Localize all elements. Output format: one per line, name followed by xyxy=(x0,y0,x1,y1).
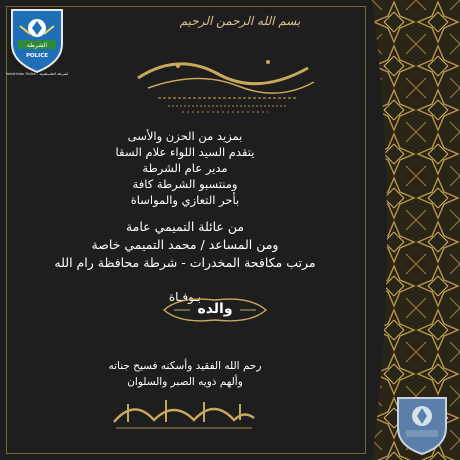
prayer-message xyxy=(0,358,370,390)
announcement-title: بـوفـاة xyxy=(168,290,202,304)
police-emblem-icon xyxy=(6,4,68,76)
svg-text:الشرطة: الشرطة xyxy=(26,42,48,49)
family-line: من عائلة التميمي عامة xyxy=(125,219,245,234)
family-message xyxy=(0,218,370,272)
condolence-line: يتقدم السيد اللواء علام السقا xyxy=(115,145,255,159)
police-logo-bottom xyxy=(390,390,454,456)
svg-text:Palestinian Police - الشرطة ال: Palestinian Police - الشرطة الفلسطينية xyxy=(6,72,68,76)
prayer-line: وألهم ذويه الصبر والسلوان xyxy=(127,376,243,388)
condolence-message xyxy=(0,128,370,208)
condolence-line: بأحر التعازي والمواساة xyxy=(130,193,240,207)
deceased-label: والده xyxy=(197,301,233,317)
family-line: ومن المساعد / محمد التميمي خاصة xyxy=(91,237,279,252)
police-logo xyxy=(6,4,68,76)
quran-verse-calligraphy xyxy=(118,48,328,120)
condolence-line: ومنتسبو الشرطة كافة xyxy=(132,177,238,191)
family-line: مرتب مكافحة المخدرات - شرطة محافظة رام الله xyxy=(54,255,316,270)
police-emblem-icon xyxy=(390,390,454,456)
svg-text:POLICE: POLICE xyxy=(25,53,49,59)
condolence-line: بمزيد من الحزن والأسى xyxy=(127,129,243,143)
condolence-line: مدير عام الشرطة xyxy=(142,161,228,175)
closing-calligraphy xyxy=(104,392,264,432)
basmala-calligraphy: بسم الله الرحمن الرحيم xyxy=(179,14,301,28)
prayer-line: رحم الله الفقيد وأسكنه فسيح جناته xyxy=(108,360,262,372)
